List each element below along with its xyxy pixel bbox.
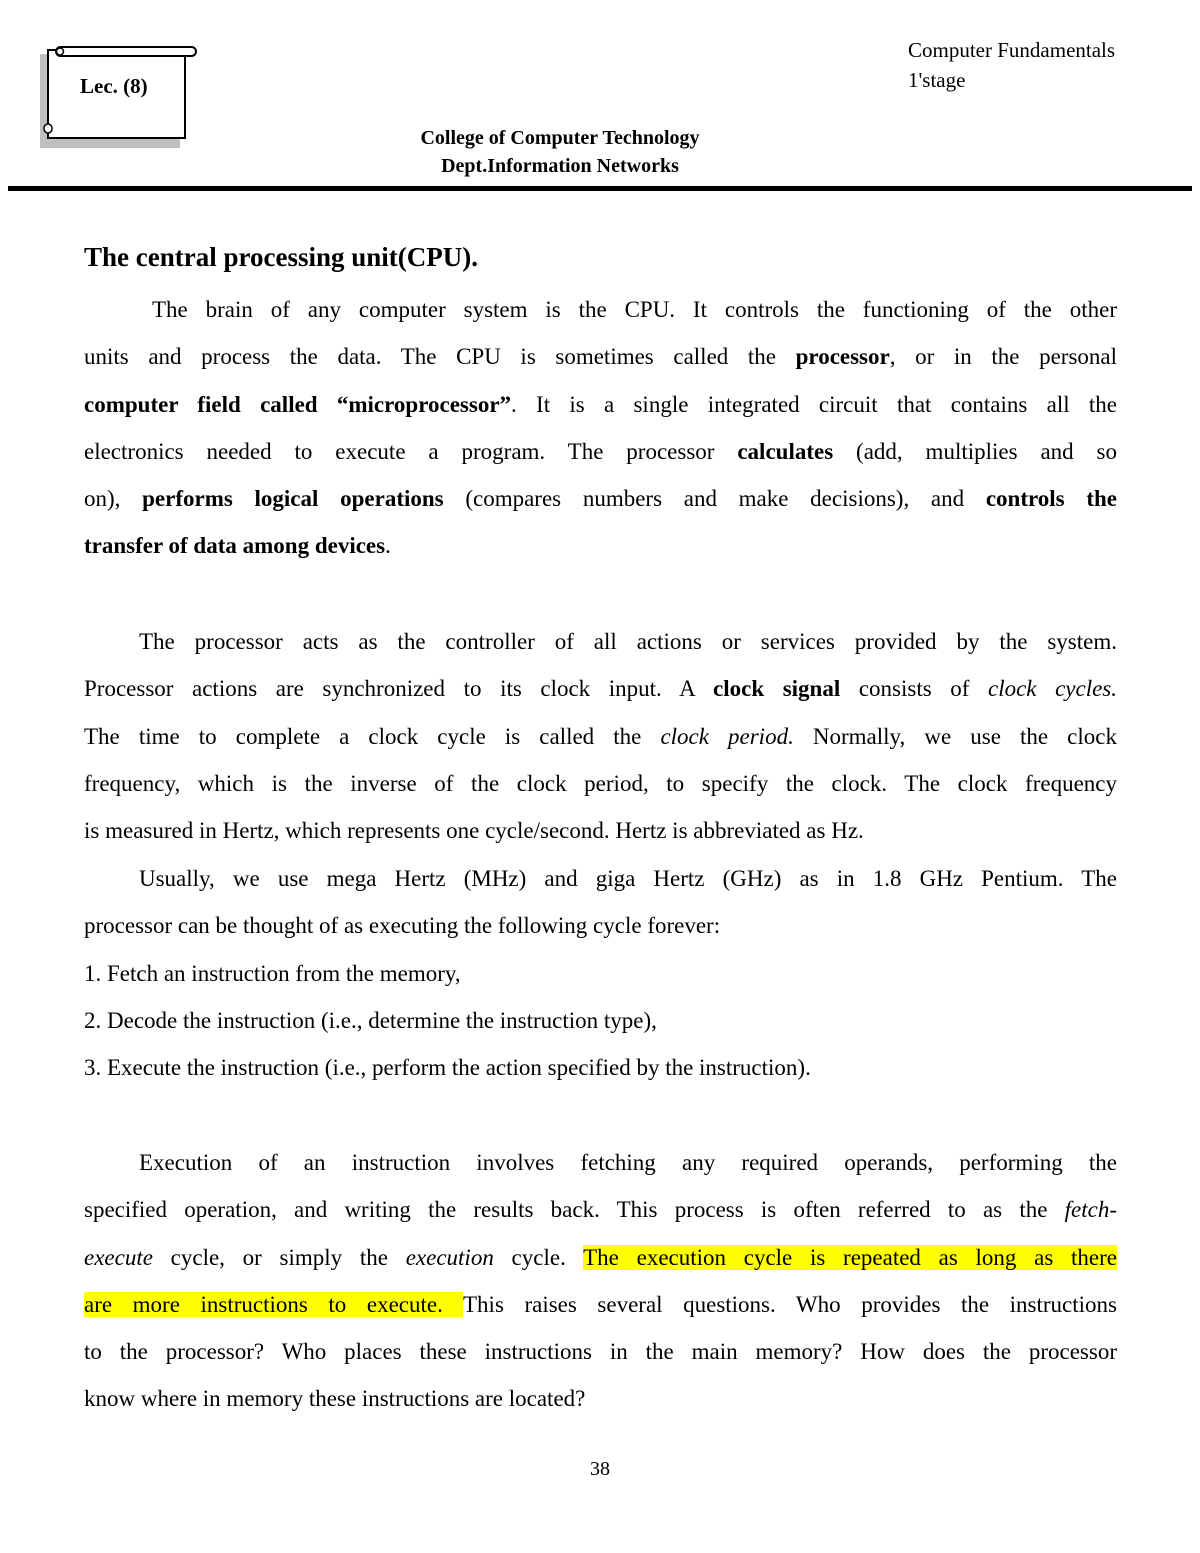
paragraph-line: on), performs logical operations (compares numbers and make decisions), and controls the bbox=[84, 486, 1117, 512]
college-name: College of Computer Technology bbox=[420, 127, 700, 149]
paragraph-line: Processor actions are synchronized to its clock input. A clock signal consists of clock cycles. bbox=[84, 676, 1118, 702]
header-divider bbox=[8, 186, 1192, 191]
paragraph-clock bbox=[84, 618, 1117, 854]
paragraph-execution bbox=[84, 1139, 1117, 1423]
paragraph-line: Execution of an instruction involves fetching any required operands, performing the bbox=[139, 1150, 1117, 1175]
paragraph-line: execute cycle, or simply the execution cycle. The execution cycle is repeated as long as there bbox=[84, 1244, 1117, 1270]
paragraph-line: The processor acts as the controller of all actions or services provided by the system. bbox=[139, 629, 1117, 654]
paragraph-line: transfer of data among devices. bbox=[84, 533, 391, 559]
list-item: 1. Fetch an instruction from the memory, bbox=[84, 960, 461, 986]
lecture-label: Lec. (8) bbox=[80, 74, 148, 98]
section-title: The central processing unit(CPU). bbox=[84, 242, 478, 272]
paragraph-line: computer field called “microprocessor”. It is a single integrated circuit that contains all the bbox=[84, 391, 1117, 417]
paragraph-line: specified operation, and writing the results back. This process is often referred to as the fetch- bbox=[84, 1197, 1117, 1223]
list-item: 3. Execute the instruction (i.e., perform the action specified by the instruction). bbox=[84, 1055, 811, 1081]
highlighted-text: are more instructions to execute. bbox=[84, 1291, 463, 1317]
department-name: Dept.Information Networks bbox=[441, 155, 679, 177]
paragraph-line: processor can be thought of as executing the following cycle forever: bbox=[84, 913, 721, 939]
highlighted-text: The execution cycle is repeated as long as there bbox=[583, 1244, 1117, 1270]
paragraph-line: is measured in Hertz, which represents one cycle/second. Hertz is abbreviated as Hz. bbox=[84, 818, 864, 844]
paragraph-line: The brain of any computer system is the CPU. It controls the functioning of the other bbox=[152, 297, 1117, 322]
course-name: Computer Fundamentals bbox=[908, 38, 1116, 62]
paragraph-line: Usually, we use mega Hertz (MHz) and giga Hertz (GHz) as in 1.8 GHz Pentium. The bbox=[139, 866, 1117, 891]
paragraph-cycle bbox=[84, 855, 1117, 1091]
list-item: 2. Decode the instruction (i.e., determine the instruction type), bbox=[84, 1007, 657, 1033]
course-stage: 1'stage bbox=[908, 68, 966, 92]
paragraph-cpu-intro bbox=[84, 286, 1117, 570]
paragraph-line: The time to complete a clock cycle is called the clock period. Normally, we use the clock bbox=[84, 723, 1117, 749]
paragraph-line: units and process the data. The CPU is sometimes called the processor, or in the personal bbox=[84, 344, 1117, 370]
paragraph-line: electronics needed to execute a program. The processor calculates (add, multiplies and so bbox=[84, 438, 1117, 464]
paragraph-line: know where in memory these instructions are located? bbox=[84, 1386, 586, 1412]
paragraph-line: to the processor? Who places these instructions in the main memory? How does the processor bbox=[84, 1339, 1117, 1365]
paragraph-line: frequency, which is the inverse of the clock period, to specify the clock. The clock frequency bbox=[84, 770, 1117, 796]
paragraph-line: are more instructions to execute. This raises several questions. Who provides the instructions bbox=[84, 1291, 1117, 1317]
page-number: 38 bbox=[590, 1458, 610, 1480]
